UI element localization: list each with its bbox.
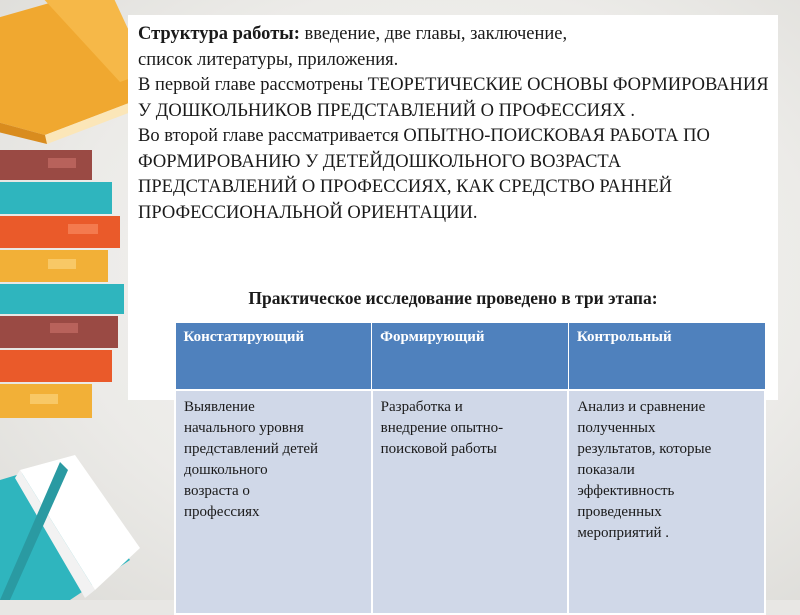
chapter-two-paragraph: Во второй главе рассматривается ОПЫТНО-ПОИСКОВАЯ РАБОТА ПО ФОРМИРОВАНИЮ У ДЕТЕЙДОШКОЛЬНОГО ВОЗРАСТА ПРЕДСТАВЛЕНИЙ О ПРОФЕССИЯХ, КАК СРЕДСТВО РАННЕЙ ПРОФЕССИОНАЛЬНОЙ ОРИЕНТАЦИИ. <box>138 126 710 223</box>
header-control: Контрольный <box>568 323 765 391</box>
header-ascertaining: Констатирующий <box>175 323 372 391</box>
book-stack-icon <box>0 150 124 418</box>
structure-paragraph <box>138 22 773 73</box>
table-header-row <box>175 323 765 391</box>
structure-label: Структура работы: <box>138 24 300 44</box>
cell-control: Анализ и сравнение полученных результатов, которые показали эффективность проведенных мероприятий . <box>568 390 765 614</box>
header-formative: Формирующий <box>372 323 569 391</box>
structure-text: введение, две главы, заключение, список литературы, приложения. <box>138 24 568 70</box>
chapter-one-paragraph: В первой главе рассмотрены ТЕОРЕТИЧЕСКИЕ ОСНОВЫ ФОРМИРОВАНИЯ У ДОШКОЛЬНИКОВ ПРЕДСТАВЛЕНИЙ О ПРОФЕССИЯХ . <box>138 75 769 121</box>
stages-subtitle: Практическое исследование проведено в три этапа: <box>248 288 658 308</box>
stages-table <box>174 322 766 615</box>
open-book-icon <box>0 455 140 600</box>
table-row <box>175 390 765 614</box>
cell-ascertaining: Выявление начального уровня представлений детей дошкольного возраста о профессиях <box>175 390 372 614</box>
cell-formative: Разработка и внедрение опытно- поисковой работы <box>372 390 569 614</box>
body-text <box>138 22 773 226</box>
